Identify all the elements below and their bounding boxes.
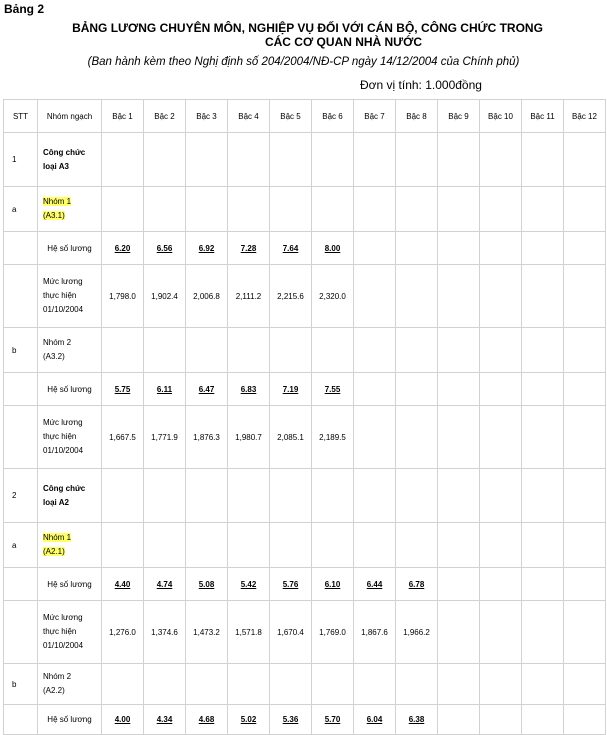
coefficient-value: 5.36 bbox=[270, 705, 312, 735]
wage-value bbox=[522, 265, 564, 328]
wage-value: 2,215.6 bbox=[270, 265, 312, 328]
empty-cell bbox=[396, 133, 438, 187]
column-header: Bậc 2 bbox=[144, 100, 186, 133]
empty-cell bbox=[270, 523, 312, 568]
empty-cell bbox=[270, 187, 312, 232]
wage-value: 1,670.4 bbox=[270, 601, 312, 664]
empty-cell bbox=[102, 187, 144, 232]
empty-cell bbox=[480, 328, 522, 373]
wage-value bbox=[396, 406, 438, 469]
wage-value bbox=[354, 406, 396, 469]
empty-cell bbox=[396, 664, 438, 705]
coefficient-label: Hệ số lương bbox=[38, 568, 102, 601]
wage-value bbox=[480, 406, 522, 469]
cell-line: thực hiện bbox=[43, 432, 77, 441]
wage-value bbox=[438, 265, 480, 328]
empty-cell bbox=[270, 469, 312, 523]
wage-value: 2,085.1 bbox=[270, 406, 312, 469]
coefficient-value bbox=[522, 705, 564, 735]
empty-cell bbox=[564, 187, 606, 232]
coefficient-value bbox=[480, 705, 522, 735]
wage-value: 1,902.4 bbox=[144, 265, 186, 328]
coefficient-value: 7.28 bbox=[228, 232, 270, 265]
column-header: Bậc 10 bbox=[480, 100, 522, 133]
empty-cell bbox=[312, 469, 354, 523]
coefficient-value: 5.42 bbox=[228, 568, 270, 601]
wage-value bbox=[480, 601, 522, 664]
coefficient-value: 6.10 bbox=[312, 568, 354, 601]
coefficient-value: 6.47 bbox=[186, 373, 228, 406]
empty-cell bbox=[354, 133, 396, 187]
column-header: Bậc 1 bbox=[102, 100, 144, 133]
wage-value bbox=[522, 406, 564, 469]
cell-line: 01/10/2004 bbox=[43, 641, 84, 650]
cell-line: Nhóm 2 bbox=[43, 672, 72, 681]
coefficient-value: 5.70 bbox=[312, 705, 354, 735]
empty-cell bbox=[354, 187, 396, 232]
empty-cell bbox=[228, 328, 270, 373]
coefficient-label: Hệ số lương bbox=[38, 232, 102, 265]
cell-line: (A3.1) bbox=[43, 211, 65, 220]
empty-cell bbox=[144, 133, 186, 187]
empty-cell bbox=[228, 469, 270, 523]
empty-cell bbox=[4, 232, 38, 265]
empty-cell bbox=[522, 133, 564, 187]
cell-line: Công chức bbox=[43, 483, 86, 493]
cell-line: (A3.2) bbox=[43, 352, 65, 361]
row-stt: a bbox=[4, 187, 38, 232]
wage-value: 1,798.0 bbox=[102, 265, 144, 328]
empty-cell bbox=[480, 664, 522, 705]
cell-line: 01/10/2004 bbox=[43, 305, 84, 314]
coefficient-value: 5.02 bbox=[228, 705, 270, 735]
group-name bbox=[38, 187, 102, 232]
coefficient-value: 6.44 bbox=[354, 568, 396, 601]
empty-cell bbox=[480, 187, 522, 232]
coefficient-value: 6.56 bbox=[144, 232, 186, 265]
coefficient-value: 4.34 bbox=[144, 705, 186, 735]
cell-line: loại A3 bbox=[43, 161, 69, 171]
empty-cell bbox=[228, 664, 270, 705]
coefficient-value bbox=[564, 232, 606, 265]
column-header: Bậc 4 bbox=[228, 100, 270, 133]
empty-cell bbox=[186, 187, 228, 232]
coefficient-value bbox=[522, 232, 564, 265]
section-row bbox=[4, 133, 606, 187]
coefficient-value: 6.78 bbox=[396, 568, 438, 601]
coefficient-value bbox=[480, 232, 522, 265]
empty-cell bbox=[102, 133, 144, 187]
coefficient-value bbox=[438, 373, 480, 406]
empty-cell bbox=[102, 523, 144, 568]
coefficient-value bbox=[480, 373, 522, 406]
coefficient-value bbox=[438, 232, 480, 265]
empty-cell bbox=[354, 328, 396, 373]
wage-value bbox=[564, 265, 606, 328]
row-stt: a bbox=[4, 523, 38, 568]
cell-line: Mức lương bbox=[43, 277, 83, 286]
wage-value: 1,769.0 bbox=[312, 601, 354, 664]
wage-value: 2,189.5 bbox=[312, 406, 354, 469]
empty-cell bbox=[480, 133, 522, 187]
empty-cell bbox=[480, 523, 522, 568]
coefficient-row bbox=[4, 705, 606, 735]
cell-line: Công chức bbox=[43, 147, 86, 157]
group-row bbox=[4, 187, 606, 232]
empty-cell bbox=[186, 328, 228, 373]
empty-cell bbox=[522, 328, 564, 373]
column-header: Bậc 7 bbox=[354, 100, 396, 133]
wage-label bbox=[38, 406, 102, 469]
coefficient-value bbox=[354, 373, 396, 406]
empty-cell bbox=[564, 469, 606, 523]
cell-line: (A2.2) bbox=[43, 686, 65, 695]
cell-line: loại A2 bbox=[43, 497, 69, 507]
coefficient-value bbox=[354, 232, 396, 265]
empty-cell bbox=[270, 328, 312, 373]
coefficient-row bbox=[4, 232, 606, 265]
coefficient-value: 8.00 bbox=[312, 232, 354, 265]
empty-cell bbox=[438, 187, 480, 232]
group-name bbox=[38, 328, 102, 373]
wage-value bbox=[438, 601, 480, 664]
coefficient-value: 4.68 bbox=[186, 705, 228, 735]
row-stt: 2 bbox=[4, 469, 38, 523]
empty-cell bbox=[396, 469, 438, 523]
empty-cell bbox=[564, 523, 606, 568]
empty-cell bbox=[270, 133, 312, 187]
column-header: Bậc 12 bbox=[564, 100, 606, 133]
wage-value: 1,980.7 bbox=[228, 406, 270, 469]
cell-line: Nhóm 1 bbox=[43, 197, 72, 206]
column-header: Bậc 6 bbox=[312, 100, 354, 133]
empty-cell bbox=[4, 568, 38, 601]
cell-line: (A2.1) bbox=[43, 547, 65, 556]
empty-cell bbox=[144, 328, 186, 373]
wage-value bbox=[354, 265, 396, 328]
empty-cell bbox=[564, 133, 606, 187]
empty-cell bbox=[270, 664, 312, 705]
empty-cell bbox=[312, 523, 354, 568]
empty-cell bbox=[438, 328, 480, 373]
empty-cell bbox=[564, 664, 606, 705]
cell-line: Nhóm 1 bbox=[43, 533, 72, 542]
coefficient-value: 4.74 bbox=[144, 568, 186, 601]
wage-row bbox=[4, 601, 606, 664]
coefficient-value: 6.38 bbox=[396, 705, 438, 735]
wage-value: 1,876.3 bbox=[186, 406, 228, 469]
wage-value bbox=[522, 601, 564, 664]
empty-cell bbox=[312, 328, 354, 373]
empty-cell bbox=[228, 133, 270, 187]
coefficient-value bbox=[564, 568, 606, 601]
empty-cell bbox=[354, 523, 396, 568]
cell-line: Mức lương bbox=[43, 418, 83, 427]
empty-cell bbox=[144, 469, 186, 523]
coefficient-value: 4.00 bbox=[102, 705, 144, 735]
empty-cell bbox=[522, 523, 564, 568]
empty-cell bbox=[102, 328, 144, 373]
wage-value: 1,966.2 bbox=[396, 601, 438, 664]
wage-value: 1,276.0 bbox=[102, 601, 144, 664]
coefficient-value: 7.64 bbox=[270, 232, 312, 265]
wage-value bbox=[564, 601, 606, 664]
coefficient-value: 6.11 bbox=[144, 373, 186, 406]
coefficient-value bbox=[522, 373, 564, 406]
row-stt: 1 bbox=[4, 133, 38, 187]
coefficient-label: Hệ số lương bbox=[38, 705, 102, 735]
empty-cell bbox=[228, 187, 270, 232]
coefficient-value bbox=[438, 568, 480, 601]
coefficient-value: 5.08 bbox=[186, 568, 228, 601]
coefficient-value: 4.40 bbox=[102, 568, 144, 601]
row-stt: b bbox=[4, 664, 38, 705]
wage-value bbox=[564, 406, 606, 469]
empty-cell bbox=[102, 469, 144, 523]
coefficient-row bbox=[4, 568, 606, 601]
coefficient-label: Hệ số lương bbox=[38, 373, 102, 406]
cell-line: 01/10/2004 bbox=[43, 446, 84, 455]
empty-cell bbox=[564, 328, 606, 373]
group-name bbox=[38, 523, 102, 568]
coefficient-value: 6.83 bbox=[228, 373, 270, 406]
column-header: Bậc 11 bbox=[522, 100, 564, 133]
group-row bbox=[4, 523, 606, 568]
page-title-line2: CÁC CƠ QUAN NHÀ NƯỚC bbox=[264, 35, 423, 49]
cell-line: Mức lương bbox=[43, 613, 83, 622]
empty-cell bbox=[354, 469, 396, 523]
wage-row bbox=[4, 265, 606, 328]
empty-cell bbox=[4, 705, 38, 735]
section-row bbox=[4, 469, 606, 523]
cell-line: thực hiện bbox=[43, 627, 77, 636]
empty-cell bbox=[144, 187, 186, 232]
group-row bbox=[4, 664, 606, 705]
empty-cell bbox=[4, 265, 38, 328]
group-row bbox=[4, 328, 606, 373]
coefficient-value bbox=[522, 568, 564, 601]
coefficient-value: 5.75 bbox=[102, 373, 144, 406]
coefficient-value: 7.19 bbox=[270, 373, 312, 406]
coefficient-value bbox=[396, 232, 438, 265]
wage-value: 2,006.8 bbox=[186, 265, 228, 328]
empty-cell bbox=[186, 664, 228, 705]
wage-label bbox=[38, 601, 102, 664]
wage-label bbox=[38, 265, 102, 328]
wage-value: 1,374.6 bbox=[144, 601, 186, 664]
page-title-line1: BẢNG LƯƠNG CHUYÊN MÔN, NGHIỆP VỤ ĐỐI VỚI CÁN BỘ, CÔNG CHỨC TRONG bbox=[72, 21, 543, 35]
empty-cell bbox=[522, 664, 564, 705]
empty-cell bbox=[522, 187, 564, 232]
wage-value: 2,320.0 bbox=[312, 265, 354, 328]
empty-cell bbox=[438, 523, 480, 568]
empty-cell bbox=[354, 664, 396, 705]
coefficient-value: 5.76 bbox=[270, 568, 312, 601]
coefficient-value bbox=[396, 373, 438, 406]
unit-note: Đơn vị tính: 1.000đồng bbox=[360, 78, 482, 92]
empty-cell bbox=[228, 523, 270, 568]
salary-table bbox=[3, 99, 606, 735]
wage-value: 1,571.8 bbox=[228, 601, 270, 664]
coefficient-row bbox=[4, 373, 606, 406]
empty-cell bbox=[396, 523, 438, 568]
empty-cell bbox=[312, 133, 354, 187]
coefficient-value: 7.55 bbox=[312, 373, 354, 406]
empty-cell bbox=[144, 523, 186, 568]
empty-cell bbox=[4, 373, 38, 406]
coefficient-value bbox=[564, 705, 606, 735]
column-header: Nhóm ngạch bbox=[38, 100, 102, 133]
empty-cell bbox=[312, 664, 354, 705]
wage-value bbox=[480, 265, 522, 328]
column-header: Bậc 5 bbox=[270, 100, 312, 133]
subtitle: (Ban hành kèm theo Nghị định số 204/2004/NĐ-CP ngày 14/12/2004 của Chính phủ) bbox=[87, 56, 520, 68]
wage-value bbox=[396, 265, 438, 328]
empty-cell bbox=[438, 664, 480, 705]
table-label: Bảng 2 bbox=[4, 2, 45, 16]
empty-cell bbox=[438, 133, 480, 187]
empty-cell bbox=[438, 469, 480, 523]
empty-cell bbox=[522, 469, 564, 523]
coefficient-value bbox=[564, 373, 606, 406]
coefficient-value bbox=[438, 705, 480, 735]
cell-line: thực hiện bbox=[43, 291, 77, 300]
section-name bbox=[38, 469, 102, 523]
column-header: Bậc 9 bbox=[438, 100, 480, 133]
column-header: Bậc 3 bbox=[186, 100, 228, 133]
empty-cell bbox=[4, 601, 38, 664]
empty-cell bbox=[312, 187, 354, 232]
empty-cell bbox=[186, 133, 228, 187]
column-header: Bậc 8 bbox=[396, 100, 438, 133]
wage-value: 1,867.6 bbox=[354, 601, 396, 664]
header-row bbox=[4, 100, 606, 133]
wage-value bbox=[438, 406, 480, 469]
column-header: STT bbox=[4, 100, 38, 133]
coefficient-value: 6.92 bbox=[186, 232, 228, 265]
section-name bbox=[38, 133, 102, 187]
wage-row bbox=[4, 406, 606, 469]
empty-cell bbox=[186, 523, 228, 568]
coefficient-value bbox=[480, 568, 522, 601]
cell-line: Nhóm 2 bbox=[43, 338, 72, 347]
empty-cell bbox=[396, 187, 438, 232]
wage-value: 2,111.2 bbox=[228, 265, 270, 328]
coefficient-value: 6.20 bbox=[102, 232, 144, 265]
row-stt: b bbox=[4, 328, 38, 373]
wage-value: 1,771.9 bbox=[144, 406, 186, 469]
empty-cell bbox=[186, 469, 228, 523]
wage-value: 1,667.5 bbox=[102, 406, 144, 469]
empty-cell bbox=[396, 328, 438, 373]
group-name bbox=[38, 664, 102, 705]
empty-cell bbox=[102, 664, 144, 705]
wage-value: 1,473.2 bbox=[186, 601, 228, 664]
empty-cell bbox=[144, 664, 186, 705]
empty-cell bbox=[4, 406, 38, 469]
coefficient-value: 6.04 bbox=[354, 705, 396, 735]
empty-cell bbox=[480, 469, 522, 523]
